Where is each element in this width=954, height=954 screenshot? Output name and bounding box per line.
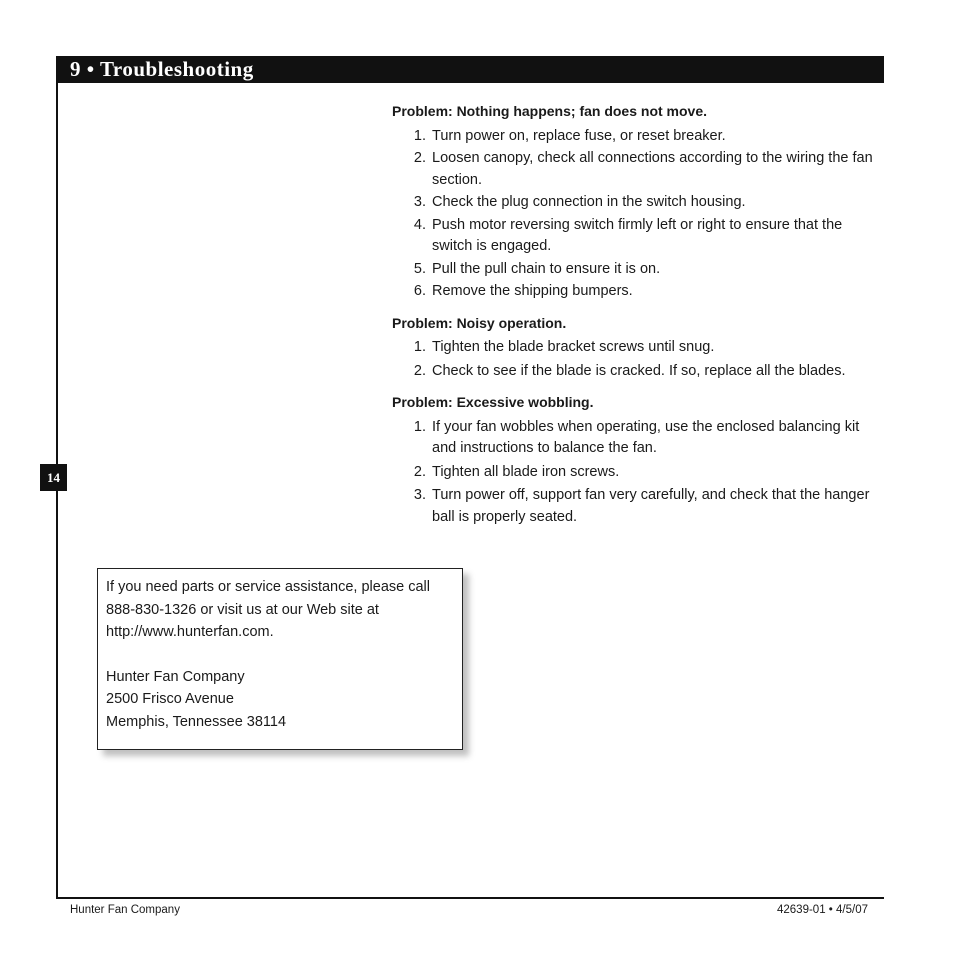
service-contact-box (97, 568, 463, 750)
step-number: 2. (413, 362, 426, 379)
step-number: 2. (413, 150, 426, 166)
problem-title: Problem: Excessive wobbling. (392, 394, 594, 410)
step-number: 1. (413, 418, 426, 435)
step-number: 1. (413, 127, 426, 144)
problem-block-no-movement (392, 101, 886, 303)
list-item (392, 485, 886, 528)
company-name: Hunter Fan Company (106, 668, 245, 685)
contact-line: If you need parts or service assistance, please call (106, 579, 430, 595)
problem-block-wobbling (392, 392, 886, 528)
list-item (392, 215, 886, 258)
list-item (392, 337, 886, 359)
spacer (106, 644, 454, 666)
section-header-bar (56, 56, 884, 83)
list-item (392, 148, 886, 191)
step-text: Turn power on, replace fuse, or reset breaker. (432, 127, 726, 144)
step-list (392, 337, 886, 382)
problem-title: Problem: Noisy operation. (392, 314, 567, 331)
list-item (392, 462, 886, 484)
step-text: Remove the shipping bumpers. (432, 283, 633, 299)
step-list (392, 126, 886, 303)
step-text: Check the plug connection in the switch housing. (432, 194, 746, 210)
list-item (392, 259, 886, 281)
step-text: Loosen canopy, check all connections according to the wiring the fan section. (432, 150, 873, 188)
step-number: 3. (413, 194, 426, 210)
city-state-zip: Memphis, Tennessee 38114 (106, 713, 287, 730)
step-number: 5. (413, 260, 426, 277)
step-number: 1. (413, 339, 426, 355)
list-item (392, 281, 886, 303)
street-address: 2500 Frisco Avenue (106, 691, 234, 707)
bottom-rule (56, 897, 884, 899)
troubleshooting-content (392, 101, 886, 538)
list-item (392, 361, 886, 383)
step-text: Push motor reversing switch firmly left or right to ensure that the switch is engaged. (432, 216, 843, 254)
list-item (392, 417, 886, 460)
step-text: Check to see if the blade is cracked. If so, replace all the blades. (432, 362, 846, 379)
step-text: Pull the pull chain to ensure it is on. (432, 260, 661, 277)
footer-company: Hunter Fan Company (70, 904, 180, 916)
list-item (392, 126, 886, 148)
step-text: Turn power off, support fan very carefully, and check that the hanger ball is properly seated. (432, 487, 870, 525)
step-number: 2. (413, 463, 426, 480)
footer-doc-number: 42639-01 • 4/5/07 (777, 904, 868, 916)
step-text: If your fan wobbles when operating, use the enclosed balancing kit and instructions to balance the fan. (432, 418, 860, 456)
step-number: 3. (413, 487, 426, 503)
step-list (392, 417, 886, 529)
left-margin-rule (56, 83, 58, 899)
list-item (392, 192, 886, 214)
problem-block-noisy (392, 313, 886, 383)
step-text: Tighten all blade iron screws. (432, 463, 620, 480)
contact-url: http://www.hunterfan.com. (106, 624, 274, 640)
step-number: 6. (413, 283, 426, 299)
page-number-tab: 14 (40, 464, 67, 491)
section-title: 9 • Troubleshooting (70, 57, 254, 81)
step-text: Tighten the blade bracket screws until snug. (432, 339, 715, 355)
problem-title: Problem: Nothing happens; fan does not move. (392, 103, 708, 119)
step-number: 4. (413, 216, 426, 233)
contact-line: 888-830-1326 or visit us at our Web site at (106, 601, 379, 618)
